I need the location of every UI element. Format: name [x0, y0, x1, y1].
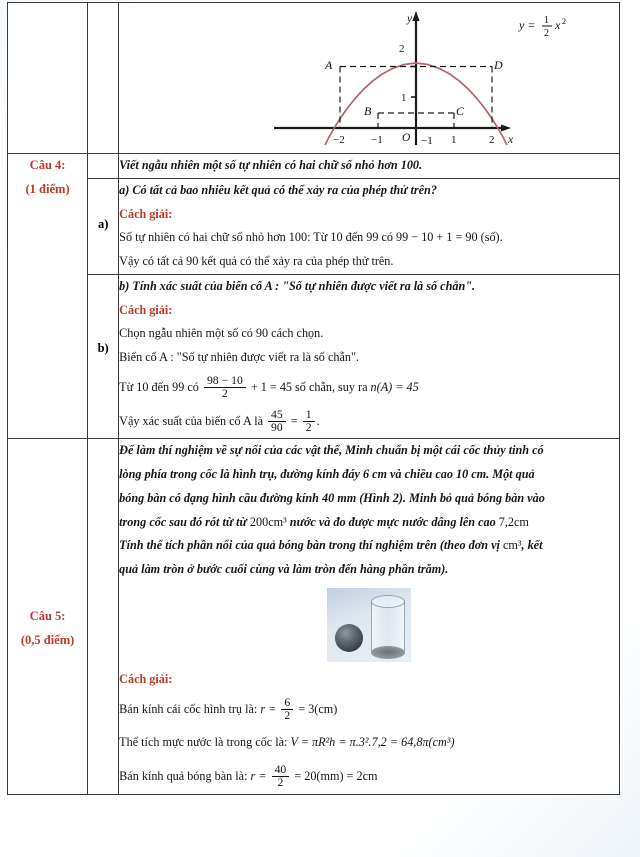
- cell-cau5-sub: [88, 439, 119, 795]
- cau4-a-solution-heading: Cách giải:: [119, 206, 173, 221]
- cau5-sol1-var: r =: [260, 701, 280, 716]
- svg-text:1: 1: [544, 15, 550, 26]
- table-row-cau5: [8, 439, 620, 795]
- cau5-prompt-line5: [119, 534, 619, 558]
- cau5-sol1-num: 6: [284, 695, 291, 709]
- exam-answer-table: [7, 2, 620, 795]
- cau4-b-line2: Biến cố A : "Số tự nhiên được viết ra là số chẵn".: [119, 350, 359, 365]
- cau5-sol1-post: = 3(cm): [295, 701, 338, 716]
- cau4-b-line1: Chọn ngẫu nhiên một số có 90 cách chọn.: [119, 326, 324, 341]
- cau4-prompt-text: Viết ngẫu nhiên một số tự nhiên có hai chữ số nhỏ hơn 100.: [119, 158, 423, 172]
- cau5-line5-b: , kết: [521, 538, 543, 553]
- cau4-b-line4-eq: =: [287, 414, 301, 429]
- cau5-sol3-pre: Bán kính quả bóng bàn là:: [119, 768, 251, 783]
- cau4-b-line3-pre: Từ 10 đến 99 có: [119, 380, 202, 395]
- cau5-line4-a: trong cốc sau đó rót từ từ: [119, 514, 250, 529]
- svg-text:2: 2: [562, 17, 567, 26]
- svg-text:y: y: [407, 13, 413, 25]
- table-row-cau4-prompt: [8, 154, 620, 179]
- cell-cau4-number: [8, 154, 88, 439]
- cau5-line4-b: nước và đo được mực nước dâng lên cao: [286, 514, 499, 529]
- cau4-b-fraction: [204, 375, 246, 401]
- cau4-b-f1-den: 90: [268, 421, 286, 434]
- cell-empty-number: [8, 3, 88, 154]
- glass-cylinder: [371, 595, 405, 655]
- cell-cau4-prompt-sub: [88, 154, 119, 179]
- cau5-line5-a: Tính thể tích phần nổi của quả bóng bàn trong thí nghiệm trên (theo đơn vị: [119, 538, 503, 553]
- cau5-prompt-line1: Để làm thí nghiệm về sự nổi của các vật thể, Minh chuẩn bị một cái cốc thủy tinh có: [119, 443, 544, 458]
- cau4-b-line3: [119, 370, 619, 404]
- cylinder-top-ellipse: [371, 595, 405, 608]
- cau4-b-question: b) Tính xác suất của biến cố A : "Số tự nhiên được viết ra là số chẵn".: [119, 278, 476, 293]
- ping-pong-ball-sphere: [335, 624, 363, 652]
- cau5-sol2-math: V = πR²h = π.3².7,2 = 64,8π(cm³): [290, 735, 455, 750]
- cau5-prompt-line3: bóng bàn có dạng hình cầu đường kính 40 mm (Hình 2). Minh bỏ quả bóng bàn vào: [119, 490, 545, 505]
- cau4-b-frac-den: 2: [204, 387, 246, 400]
- svg-text:2: 2: [489, 134, 495, 146]
- cau4-a-question: a) Có tất cả bao nhiêu kết quả có thể xảy ra của phép thử trên?: [119, 182, 437, 197]
- table-row-cau4-b: [8, 274, 620, 438]
- cau4-a-line1-math: 99 − 10 + 1 = 90: [396, 230, 478, 245]
- cell-cau5-body: [119, 439, 620, 795]
- experiment-photo-sphere-and-cylinder: [327, 588, 411, 662]
- svg-text:x: x: [508, 134, 514, 146]
- cell-empty-sub: [88, 3, 119, 154]
- cau4-a-line1-pre: Số tự nhiên có hai chữ số nhỏ hơn 100: Từ 10 đến 99 có: [119, 230, 397, 245]
- cau4-b-line3-mid: + 1 = 45 số chẵn, suy ra: [247, 380, 371, 395]
- cau4-b-f2-den: 2: [303, 421, 315, 434]
- cau4-b-line4-pre: Vậy xác suất của biến cố A là: [119, 414, 267, 429]
- cau5-prompt-line2: lòng phía trong cốc là hình trụ, đường kính đáy 6 cm và chiều cao 10 cm. Một quả: [119, 467, 535, 482]
- table-row-graph: [8, 3, 620, 154]
- cau4-number-label: Câu 4:: [29, 158, 66, 172]
- cau4-b-solution-heading: Cách giải:: [119, 302, 173, 317]
- svg-text:A: A: [325, 58, 333, 72]
- svg-text:1: 1: [401, 92, 407, 104]
- svg-text:D: D: [494, 58, 503, 72]
- cau4-b-fraction-result-2: [303, 409, 315, 435]
- cell-cau4-a-body: [119, 178, 620, 274]
- cau5-line5-math: cm³: [502, 538, 522, 553]
- cau5-sol3-den: 2: [272, 776, 290, 789]
- cau5-solution-line3: [119, 759, 619, 794]
- cau4-b-fraction-result-1: [268, 409, 286, 435]
- cau4-a-marker: a): [97, 216, 109, 231]
- svg-text:−1: −1: [371, 134, 383, 146]
- cau5-line4-math1: 200cm³: [249, 514, 287, 529]
- cell-graph: [119, 3, 620, 154]
- svg-text:y =: y =: [519, 18, 536, 32]
- svg-text:2: 2: [544, 28, 550, 39]
- cau5-sol1-pre: Bán kính cái cốc hình trụ là:: [119, 701, 261, 716]
- cau5-solution-line1: [119, 692, 619, 727]
- cau5-sol1-fraction: [281, 697, 293, 723]
- cylinder-bottom-ellipse: [371, 646, 405, 659]
- svg-text:B: B: [364, 104, 372, 118]
- cau5-sol1-den: 2: [281, 709, 293, 722]
- cau5-number-label: Câu 5:: [29, 609, 66, 624]
- svg-text:2: 2: [399, 43, 405, 55]
- cau4-a-line1: [119, 226, 619, 250]
- cau4-a-line1-post: (số).: [477, 230, 503, 245]
- cau5-sol3-num: 40: [274, 762, 287, 776]
- cau4-b-frac-num: 98 − 10: [206, 373, 243, 387]
- cau4-b-line4-end: .: [316, 414, 320, 429]
- cau4-b-f2-num: 1: [305, 407, 312, 421]
- cell-cau5-number: [8, 439, 88, 795]
- cau4-b-marker: b): [97, 340, 109, 355]
- parabola-svg: [119, 3, 619, 151]
- cau5-line4-math2: 7,2cm: [498, 514, 529, 529]
- cau5-sol2-pre: Thể tích mực nước là trong cốc là:: [119, 735, 291, 750]
- cau5-sol3-var: r =: [250, 768, 270, 783]
- table-row-cau4-a: [8, 178, 620, 274]
- svg-text:−2: −2: [333, 134, 345, 146]
- cau5-solution-heading: Cách giải:: [119, 672, 173, 687]
- svg-text:−1: −1: [421, 135, 433, 147]
- svg-text:x: x: [555, 18, 561, 32]
- cau5-solution-line2: [119, 727, 619, 759]
- cau4-b-f1-num: 45: [271, 407, 283, 421]
- cau4-b-line3-post: n(A) = 45: [370, 380, 419, 395]
- cell-cau4-b-body: [119, 274, 620, 438]
- cau5-points-label: (0,5 điểm): [20, 633, 75, 648]
- svg-text:O: O: [402, 132, 411, 144]
- cell-cau4-b-marker: [88, 274, 119, 438]
- cau4-points-label: (1 điểm): [25, 181, 70, 196]
- cau4-b-line4: [119, 404, 619, 438]
- svg-text:C: C: [456, 104, 465, 118]
- cell-cau4-prompt: [119, 154, 620, 179]
- cau5-sol3-fraction: [272, 764, 290, 790]
- svg-text:1: 1: [451, 134, 457, 146]
- parabola-graph: [119, 3, 619, 151]
- cau4-a-line2: Vậy có tất cả 90 kết quả có thể xảy ra của phép thử trên.: [119, 254, 394, 269]
- cau5-sol3-post: = 20(mm) = 2cm: [291, 768, 378, 783]
- cau5-prompt-line6: quả làm tròn ở bước cuối cùng và làm tròn đến hàng phần trăm).: [119, 562, 449, 577]
- cell-cau4-a-marker: [88, 178, 119, 274]
- cau5-prompt-line4: [119, 511, 619, 535]
